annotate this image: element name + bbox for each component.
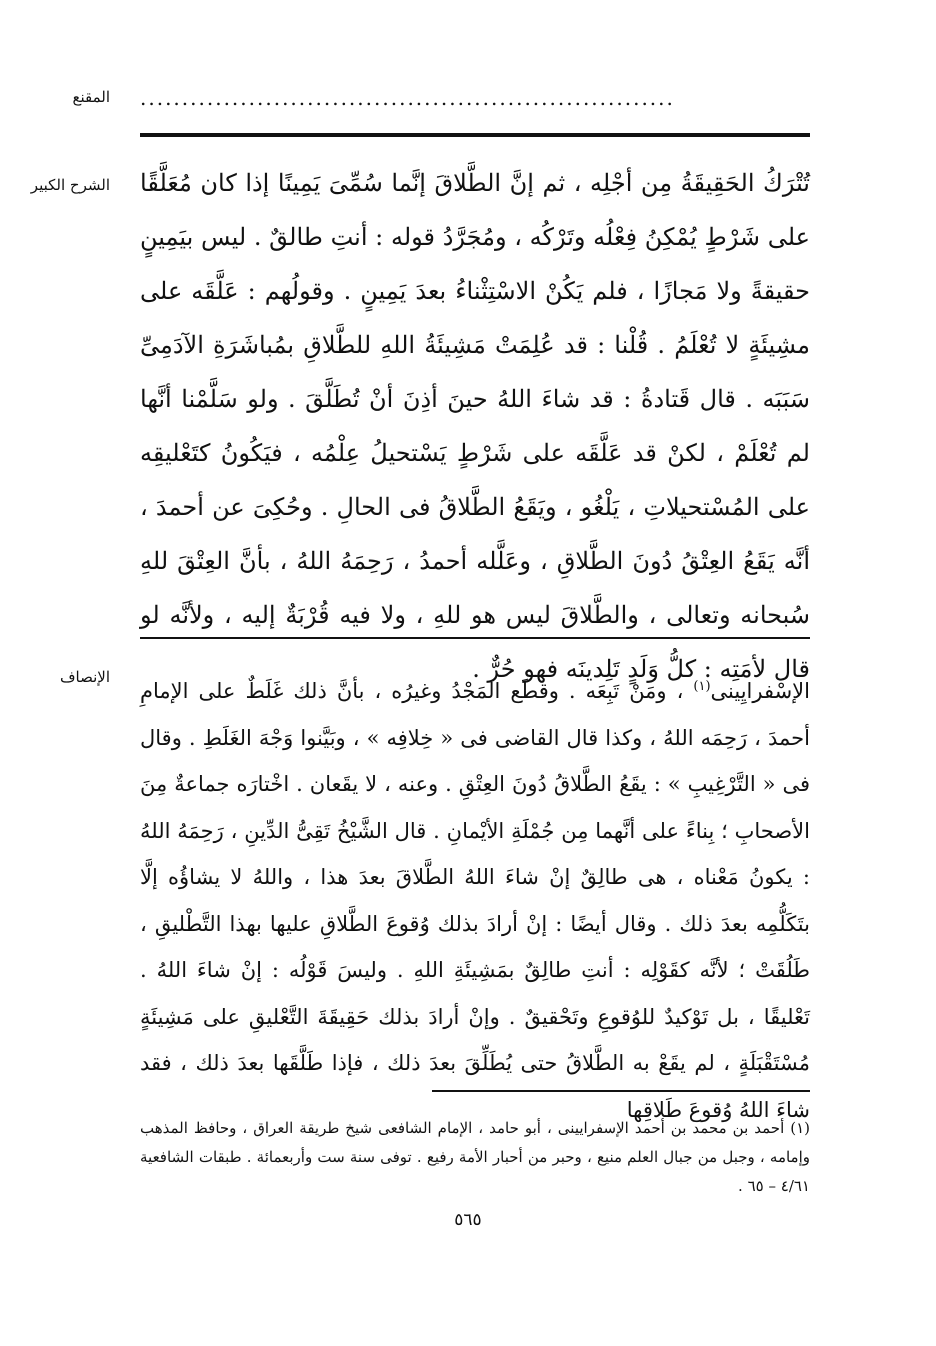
section-label-sharh-kabir: الشرح الكبير bbox=[30, 176, 110, 194]
page-number: ٥٦٥ bbox=[454, 1210, 482, 1230]
header-dotted-leader: ................................................................ bbox=[140, 86, 675, 110]
footnote-marker[interactable]: (١) bbox=[693, 679, 711, 694]
header-rule bbox=[140, 133, 810, 137]
insaf-text-lead: الإسْفرايِينى bbox=[710, 679, 810, 703]
insaf-text-body: ، ومَنْ تَبِعَه . وقطَع المَجْدُ وغيرُه ، بأنَّ ذلك غَلَطٌ على الإمامِ أحمدَ ، رَحِمَه اللهُ ، وكذا قال القاضى فى « خِلافِه » ، وبَيَّنوا وَجْهَ الغَلَطِ . وقال فى « التَّرْغِيبِ » : يقَعُ الطَّلاقُ دُونَ العِتْقِ . وعنه ، لا يقَعان . اخْتارَه جماعةٌ مِنَ الأصحابِ ؛ بِناءً على أنَّهما مِن جُمْلَةِ الأيْمانِ . قال الشَّيْخُ تَقِىُّ الدِّينِ ، رَحِمَهُ اللهُ : يكونُ مَعْناه ، هى طالِقٌ إنْ شاءَ اللهُ الطَّلاقَ بعدَ هذا ، واللهُ لا يشاؤُه إلَّا بتَكَلُّمِه بعدَ ذلك . وقال أيضًا : إنْ أرادَ بذلك وُقوعَ الطَّلاقِ عليها بهذا التَّطْليقِ ، طَلُقَتْ ؛ لأنَّه كقَوْلِه : أنتِ طالِقٌ بمَشِيئَةِ اللهِ . وليسَ قَوْلُه : إنْ شاءَ اللهُ . تَعْليقًا ، بل تَوْكيدٌ للوُقوعِ وتَحْقيقٌ . وإنْ أرادَ بذلك حَقِيقَةَ التَّعْليقِ على مَشِيئَةٍ مُسْتَقْبَلَةٍ ، لم يقَعْ به الطَّلاقُ حتى يُطَلِّقَ بعدَ ذلك ، فإذا طَلَّقَها بعدَ ذلك ، فقد شاءَ اللهُ وُقوعَ طَلاقِها bbox=[140, 679, 810, 1122]
running-title: المقنع bbox=[72, 88, 110, 106]
insaf-text-block bbox=[140, 664, 810, 1133]
section-label-insaf: الإنصاف bbox=[59, 668, 110, 686]
section-divider-rule bbox=[140, 637, 810, 639]
main-text-block: تُتْرَكُ الحَقِيقَةُ مِن أجْلِه ، ثم إنَّ الطَّلاقَ إنَّما سُمِّىَ يَمِينًا إذا كان مُعَلَّقًا على شَرْطٍ يُمْكِنُ فِعْلُه وتَرْكُه ، ومُجَرَّدُ قوله : أنتِ طالقٌ . ليس بيَمِينٍ حقيقةً ولا مَجازًا ، فلم يَكُنْ الاسْتِثْناءُ بعدَ يَمِينٍ . وقولُهم : عَلَّقَه على مشِيئَةٍ لا تُعْلَمُ . قُلْنا : قد عُلِمَتْ مَشِيئَةُ اللهِ للطَّلاقِ بمُباشَرَةِ الآدَمِىِّ سَبَبَه . قال قَتادةُ : قد شاءَ اللهُ حينَ أذِنَ أنْ تُطَلَّقَ . ولو سَلَّمْنا أنَّها لم تُعْلَمْ ، لكنْ قد عَلَّقَه على شَرْطٍ يَسْتحيلُ عِلْمُه ، فيَكُونُ كتَعْليقِه على المُسْتحيلاتِ ، يَلْغُو ، ويَقَعُ الطَّلاقُ فى الحالِ . وحُكِىَ عن أحمدَ ، أنَّه يَقَعُ العِتْقُ دُونَ الطَّلاقِ ، وعَلَّله أحمدُ ، رَحِمَهُ اللهُ ، بأنَّ العِتْقَ للهِ سُبحانه وتعالى ، والطَّلاقَ ليس هو للهِ ، ولا فيه قُرْبَةٌ إليه ، ولأنَّه لو قال لأمَتِه : كلُّ وَلَدٍ تَلِدينَه فهو حُرٌّ . bbox=[140, 169, 811, 683]
footnote-rule bbox=[432, 1090, 810, 1092]
footnote-text: (١) أحمد بن محمد بن أحمد الإسفرايينى ، أبو حامد ، الإمام الشافعى شيخ طريقة العراق ، وحافظ المذهب وإمامه ، وجبل من جبال العلم منيع ، وحبر من أحبار الأمة رفيع . توفى سنة ست وأربعمائة . طبقات الشافعية ٤/٦١ – ٦٥ . bbox=[140, 1119, 810, 1195]
